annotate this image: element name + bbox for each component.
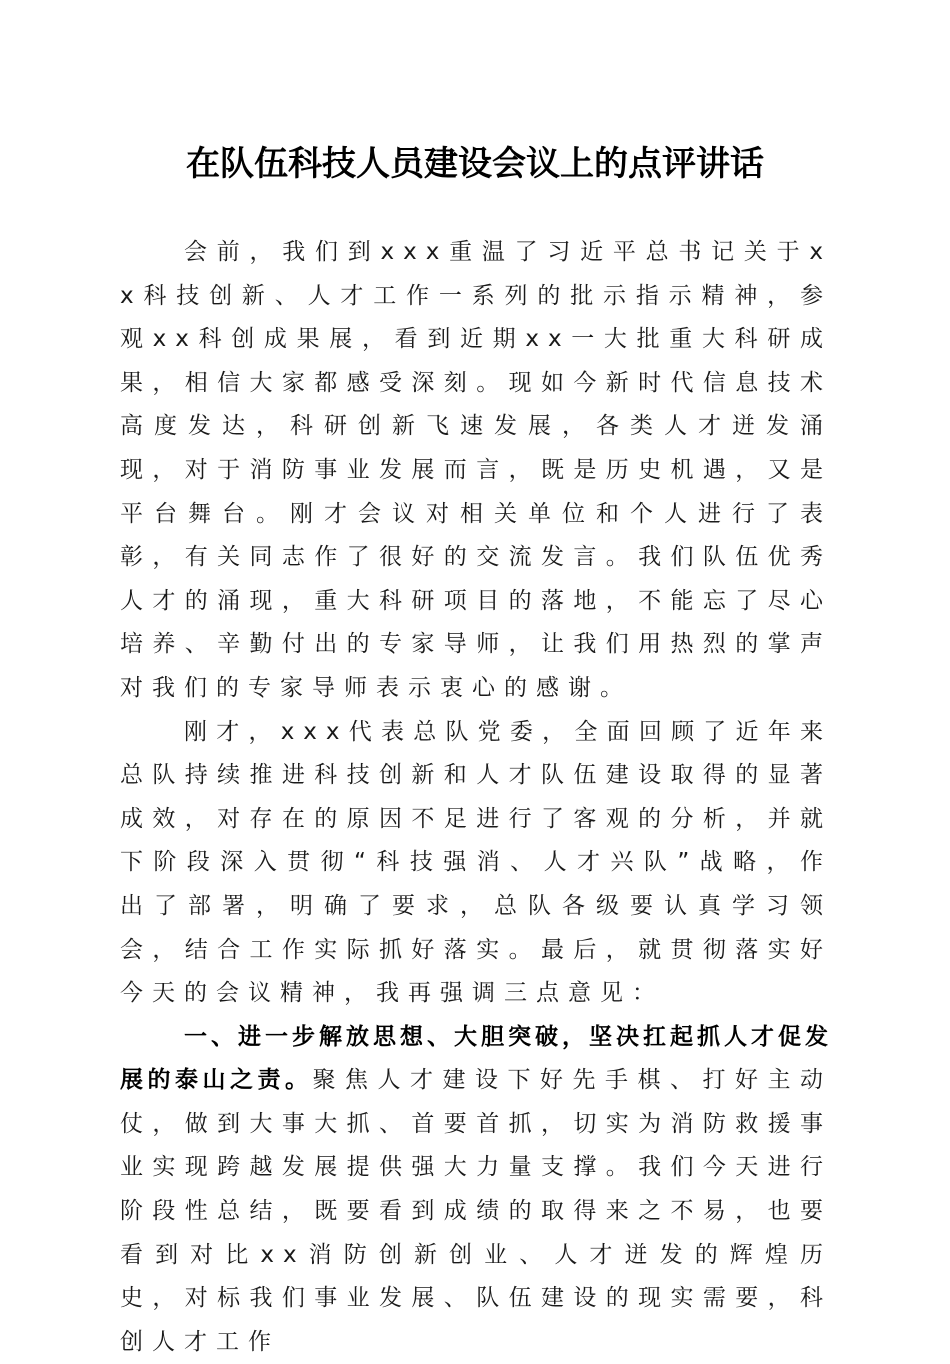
paragraph-2: 刚才，xxx代表总队党委，全面回顾了近年来总队持续推进科技创新和人才队伍建设取得的显著成效，对存在的原因不足进行了客观的分析，并就下阶段深入贯彻“科技强消、人才兴队”战略，作出了部署，明确了要求，总队各级要认真学习领会，结合工作实际抓好落实。最后，就贯彻落实好今天的会议精神，我再强调三点意见：	[120, 718, 832, 1007]
paragraph-3-text: 聚焦人才建设下好先手棋、打好主动仗，做到大事大抓、首要首抓，切实为消防救援事业实现跨越发展提供强大力量支撑。我们今天进行阶段性总结，既要看到成绩的取得来之不易，也要看到对比xx消防创新创业、人才迸发的辉煌历史，对标我们事业发展、队伍建设的现实需要，科创人才工作	[120, 1067, 832, 1355]
section-heading-1: 一、进一步解放思想、大胆突破，坚决扛起抓人才促发展的泰山之责。	[120, 1023, 832, 1094]
paragraph-3	[120, 1016, 832, 1364]
document-body	[120, 231, 832, 1364]
paragraph-1: 会前，我们到xxx重温了习近平总书记关于xx科技创新、人才工作一系列的批示指示精神，参观xx科创成果展，看到近期xx一大批重大科研成果，相信大家都感受深刻。现如今新时代信息技术高度发达，科研创新飞速发展，各类人才迸发涌现，对于消防事业发展而言，既是历史机遇，又是平台舞台。刚才会议对相关单位和个人进行了表彰，有关同志作了很好的交流发言。我们队伍优秀人才的涌现，重大科研项目的落地，不能忘了尽心培养、辛勤付出的专家导师，让我们用热烈的掌声对我们的专家导师表示衷心的感谢。	[120, 239, 832, 701]
document-title: 在队伍科技人员建设会议上的点评讲话	[186, 144, 764, 184]
